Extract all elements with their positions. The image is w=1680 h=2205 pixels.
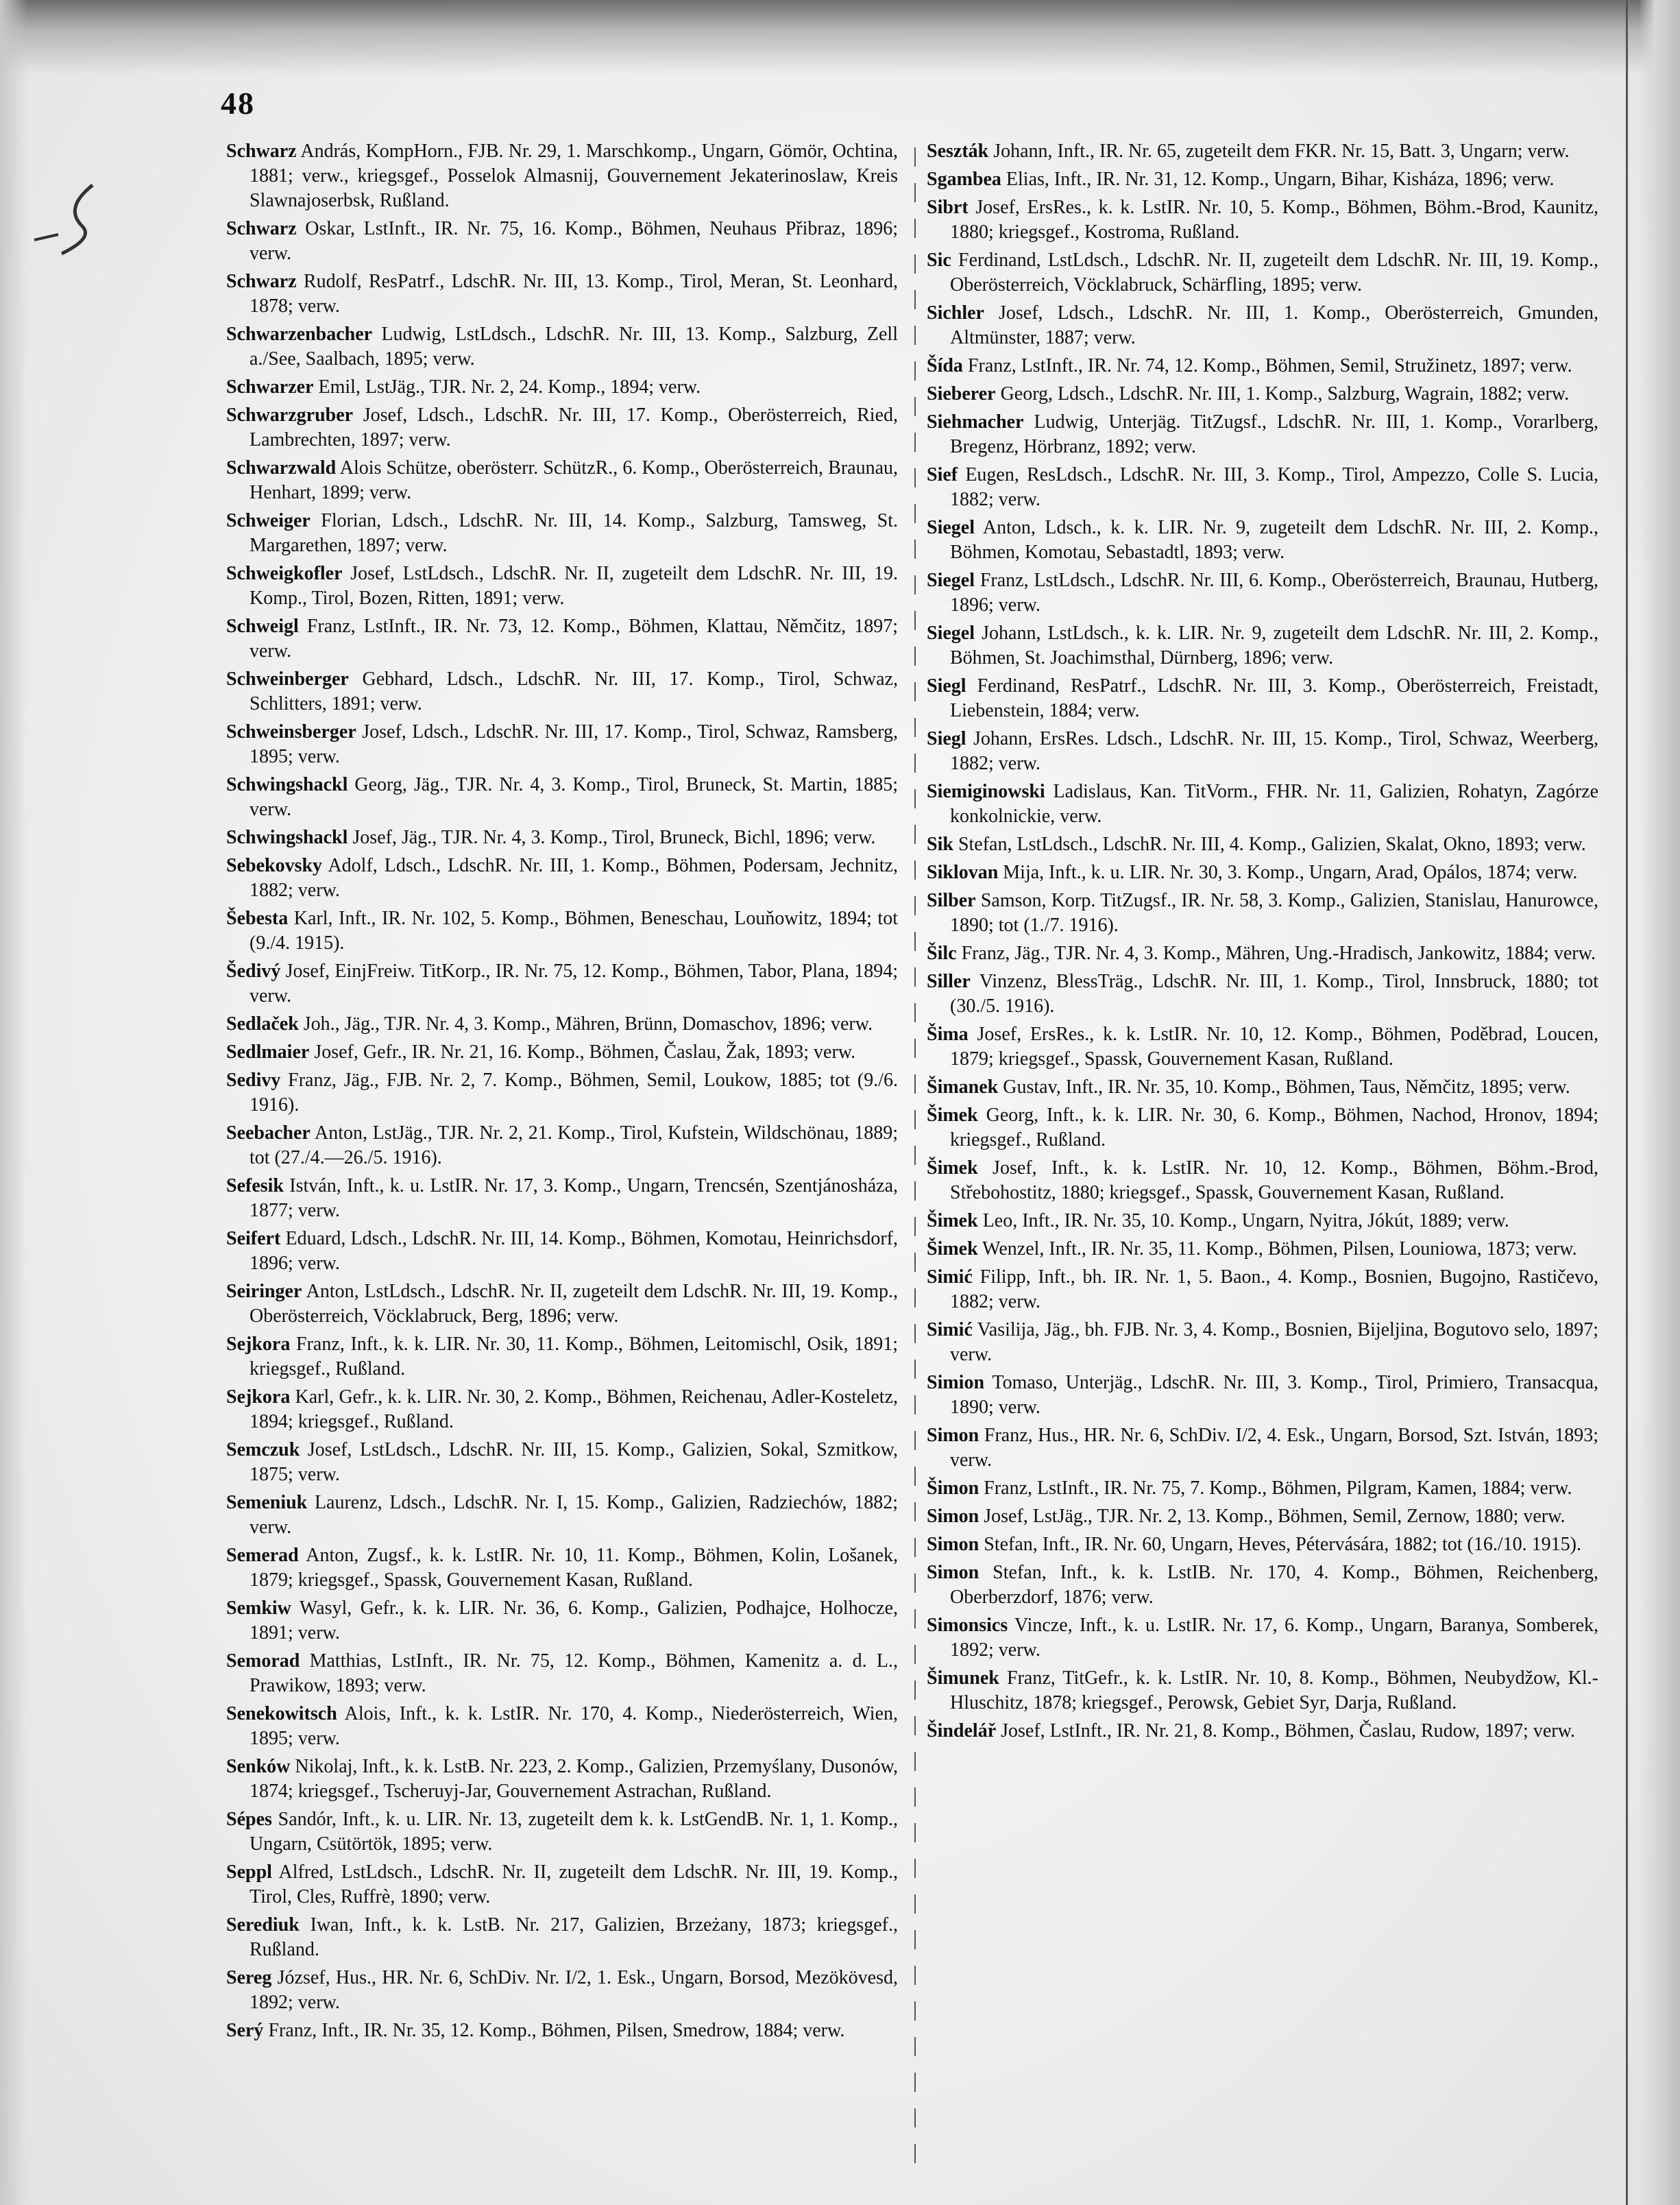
entry-details: Josef, Gefr., IR. Nr. 21, 16. Komp., Böhmen, Časlau, Žak, 1893; verw. xyxy=(309,1041,856,1063)
register-entry xyxy=(226,375,898,400)
entry-details: Gustav, Inft., IR. Nr. 35, 10. Komp., Böhmen, Taus, Němčitz, 1895; verw. xyxy=(998,1076,1570,1098)
entry-surname: Sieberer xyxy=(927,383,996,405)
scan-shadow-right xyxy=(1639,0,1680,2205)
register-entry xyxy=(927,1265,1598,1314)
entry-details: Johann, Inft., IR. Nr. 65, zugeteilt dem FKR. Nr. 15, Batt. 3, Ungarn; verw. xyxy=(988,141,1570,162)
entry-surname: Šimek xyxy=(927,1210,978,1231)
register-entry xyxy=(927,1613,1598,1663)
register-entry xyxy=(226,1279,898,1329)
register-entry xyxy=(226,667,898,716)
register-entry xyxy=(226,1755,898,1804)
entry-surname: Sedlmaier xyxy=(226,1041,310,1063)
entry-details: Franz, LstInft., IR. Nr. 73, 12. Komp., Böhmen, Klattau, Němčitz, 1897; verw. xyxy=(249,616,898,662)
entry-details: Franz, TitGefr., k. k. LstIR. Nr. 10, 8. Komp., Böhmen, Neubydžow, Kl.-Hluschitz, 1878; kriegsgef., Perowsk, Gebiet Syr, Darja, Rußland. xyxy=(950,1667,1598,1713)
register-entry xyxy=(226,773,898,822)
entry-surname: Schwingshackl xyxy=(226,827,348,848)
register-entry xyxy=(226,959,898,1009)
register-entry xyxy=(927,248,1598,298)
entry-surname: Schwarz xyxy=(226,218,297,239)
register-entry xyxy=(226,1491,898,1540)
entry-details: Ludwig, LstLdsch., LdschR. Nr. III, 13. Komp., Salzburg, Zell a./See, Saalbach, 1895; verw. xyxy=(249,324,898,370)
register-entry xyxy=(226,1121,898,1170)
entry-details: Matthias, LstInft., IR. Nr. 75, 12. Komp., Böhmen, Kamenitz a. d. L., Prawikow, 1893; verw. xyxy=(249,1650,898,1696)
entry-details: Oskar, LstInft., IR. Nr. 75, 16. Komp., Böhmen, Neuhaus Přibraz, 1896; verw. xyxy=(249,218,898,264)
entry-surname: Sebekovsky xyxy=(226,855,323,876)
entry-surname: Simić xyxy=(927,1266,973,1288)
entry-details: Franz, LstInft., IR. Nr. 74, 12. Komp., Böhmen, Semil, Stružinetz, 1897; verw. xyxy=(962,355,1572,376)
entry-details: Nikolaj, Inft., k. k. LstB. Nr. 223, 2. Komp., Galizien, Przemyślany, Dusonów, 1874; kriegsgef., Tscheruyj-Jar, Gouvernement Astrachan, Rußland. xyxy=(249,1756,898,1802)
entry-details: Josef, ErsRes., k. k. LstIR. Nr. 10, 12. Komp., Böhmen, Poděbrad, Loucen, 1879; kriegsgef., Spassk, Gouvernement Kasan, Rußland. xyxy=(950,1024,1598,1070)
entry-surname: Siemiginowski xyxy=(927,781,1045,802)
entry-surname: Sief xyxy=(927,464,958,485)
entry-surname: Šindelář xyxy=(927,1720,997,1742)
register-entry xyxy=(226,1040,898,1065)
register-entry xyxy=(226,509,898,558)
entry-details: Karl, Inft., IR. Nr. 102, 5. Komp., Böhmen, Beneschau, Louňowitz, 1894; tot (9./4. 1915). xyxy=(249,908,898,954)
entry-details: Josef, EinjFreiw. TitKorp., IR. Nr. 75, 12. Komp., Böhmen, Tabor, Plana, 1894; verw. xyxy=(249,961,898,1007)
entry-surname: Sik xyxy=(927,834,953,855)
register-entry xyxy=(927,889,1598,938)
entry-surname: Šimunek xyxy=(927,1667,999,1689)
entry-details: Josef, Inft., k. k. LstIR. Nr. 10, 12. Komp., Böhmen, Böhm.-Brod, Střebohostitz, 1880; kriegsgef., Spassk, Gouvernement Kasan, Rußland. xyxy=(950,1157,1598,1203)
register-entry xyxy=(927,1237,1598,1262)
entry-surname: Schweigl xyxy=(226,616,299,637)
entry-surname: Serediuk xyxy=(226,1914,300,1936)
register-entry xyxy=(226,1649,898,1698)
register-entry xyxy=(226,562,898,611)
entry-details: Franz, Inft., k. k. LIR. Nr. 30, 11. Komp., Böhmen, Leitomischl, Osik, 1891; kriegsgef., Rußland. xyxy=(249,1334,898,1379)
entry-details: Wenzel, Inft., IR. Nr. 35, 11. Komp., Böhmen, Pilsen, Louniowa, 1873; verw. xyxy=(977,1238,1577,1260)
left-column xyxy=(226,139,898,2189)
entry-details: Sandór, Inft., k. u. LIR. Nr. 13, zugeteilt dem k. k. LstGendB. Nr. 1, 1. Komp., Ungarn, Csütörtök, 1895; verw. xyxy=(249,1809,898,1855)
entry-details: Johann, LstLdsch., k. k. LIR. Nr. 9, zugeteilt dem LdschR. Nr. III, 2. Komp., Böhmen, St. Joachimsthal, Dürnberg, 1896; verw. xyxy=(950,623,1598,668)
entry-details: Alois Schütze, oberösterr. SchützR., 6. Komp., Oberösterreich, Braunau, Henhart, 1899; verw. xyxy=(249,457,898,503)
entry-surname: Seiringer xyxy=(226,1281,302,1302)
entry-details: Florian, Ldsch., LdschR. Nr. III, 14. Komp., Salzburg, Tamsweg, St. Margarethen, 1897; verw. xyxy=(249,510,898,556)
entry-surname: Siegl xyxy=(927,728,966,749)
register-entry xyxy=(927,568,1598,618)
register-entry xyxy=(226,456,898,505)
register-entry xyxy=(927,1561,1598,1610)
pen-mark-icon xyxy=(27,171,117,267)
entry-details: Josef, LstJäg., TJR. Nr. 2, 13. Komp., Böhmen, Semil, Zernow, 1880; verw. xyxy=(979,1506,1566,1527)
register-entry xyxy=(927,1532,1598,1557)
register-entry xyxy=(226,1227,898,1276)
entry-details: Filipp, Inft., bh. IR. Nr. 1, 5. Baon., 4. Komp., Bosnien, Bugojno, Rastičevo, 1882; verw. xyxy=(950,1266,1598,1312)
entry-surname: Šimanek xyxy=(927,1076,999,1098)
entry-surname: Sefesik xyxy=(226,1175,284,1196)
entry-surname: Serý xyxy=(226,2020,264,2041)
entry-surname: Šída xyxy=(927,355,963,376)
entry-details: Adolf, Ldsch., LdschR. Nr. III, 1. Komp., Böhmen, Podersam, Jechnitz, 1882; verw. xyxy=(249,855,898,901)
entry-details: Mija, Inft., k. u. LIR. Nr. 30, 3. Komp., Ungarn, Arad, Opálos, 1874; verw. xyxy=(998,862,1578,883)
entry-details: Eugen, ResLdsch., LdschR. Nr. III, 3. Komp., Tirol, Ampezzo, Colle S. Lucia, 1882; verw. xyxy=(950,464,1598,510)
register-entry xyxy=(927,410,1598,459)
entry-details: Vincze, Inft., k. u. LstIR. Nr. 17, 6. Komp., Ungarn, Baranya, Somberek, 1892; verw. xyxy=(950,1615,1598,1661)
register-entry xyxy=(927,167,1598,192)
register-entry xyxy=(226,1913,898,1962)
register-entry xyxy=(927,1075,1598,1100)
entry-details: Anton, Ldsch., k. k. LIR. Nr. 9, zugeteilt dem LdschR. Nr. III, 2. Komp., Böhmen, Komotau, Sebastadtl, 1893; verw. xyxy=(950,517,1598,563)
entry-details: Josef, LstLdsch., LdschR. Nr. II, zugeteilt dem LdschR. Nr. III, 19. Komp., Tirol, Bozen, Ritten, 1891; verw. xyxy=(249,563,898,609)
entry-details: Gebhard, Ldsch., LdschR. Nr. III, 17. Komp., Tirol, Schwaz, Schlitters, 1891; verw. xyxy=(249,668,898,714)
entry-surname: Siehmacher xyxy=(927,411,1024,433)
entry-surname: Šima xyxy=(927,1024,969,1045)
register-entry xyxy=(226,1543,898,1593)
entry-details: Iwan, Inft., k. k. LstB. Nr. 217, Galizien, Brzeżany, 1873; kriegsgef., Rußland. xyxy=(249,1914,898,1960)
column-divider xyxy=(914,147,916,2177)
entry-surname: Semkiw xyxy=(226,1598,291,1619)
entry-details: Ladislaus, Kan. TitVorm., FHR. Nr. 11, Galizien, Rohatyn, Zagórze konkolnickie, verw. xyxy=(950,781,1598,827)
register-entry xyxy=(927,1423,1598,1473)
entry-details: Josef, Ldsch., LdschR. Nr. III, 1. Komp., Oberösterreich, Gmunden, Altmünster, 1887; verw. xyxy=(950,302,1598,348)
entry-details: Alfred, LstLdsch., LdschR. Nr. II, zugeteilt dem LdschR. Nr. III, 19. Komp., Tirol, Cles, Ruffrè, 1890; verw. xyxy=(249,1861,898,1907)
entry-details: Alois, Inft., k. k. LstIR. Nr. 170, 4. Komp., Niederösterreich, Wien, 1895; verw. xyxy=(249,1703,898,1749)
register-entry xyxy=(927,1318,1598,1367)
entry-details: Karl, Gefr., k. k. LIR. Nr. 30, 2. Komp., Böhmen, Reichenau, Adler-Kosteletz, 1894; kriegsgef., Rußland. xyxy=(249,1386,898,1432)
entry-surname: Sedivy xyxy=(226,1070,281,1091)
entry-details: Wasyl, Gefr., k. k. LIR. Nr. 36, 6. Komp., Galizien, Podhajce, Holhocze, 1891; verw. xyxy=(249,1598,898,1643)
entry-details: Josef, LstInft., IR. Nr. 21, 8. Komp., Böhmen, Časlau, Rudow, 1897; verw. xyxy=(996,1720,1575,1742)
register-entry xyxy=(226,403,898,453)
entry-details: Josef, Ldsch., LdschR. Nr. III, 17. Komp., Oberösterreich, Ried, Lambrechten, 1897; verw. xyxy=(249,405,898,450)
entry-surname: Siegel xyxy=(927,570,975,591)
entry-surname: Sereg xyxy=(226,1967,272,1988)
entry-details: Georg, Jäg., TJR. Nr. 4, 3. Komp., Tirol, Bruneck, St. Martin, 1885; verw. xyxy=(249,774,898,820)
entry-surname: Šedivý xyxy=(226,961,281,982)
entry-details: Josef, Ldsch., LdschR. Nr. III, 17. Komp., Tirol, Schwaz, Ramsberg, 1895; verw. xyxy=(249,721,898,767)
entry-details: Stefan, LstLdsch., LdschR. Nr. III, 4. Komp., Galizien, Skalat, Okno, 1893; verw. xyxy=(953,834,1586,855)
entry-surname: Schwingshackl xyxy=(226,774,348,795)
register-entry xyxy=(927,860,1598,885)
register-entry xyxy=(226,1438,898,1487)
entry-surname: Simon xyxy=(927,1506,979,1527)
entry-details: Joh., Jäg., TJR. Nr. 4, 3. Komp., Mähren, Brünn, Domaschov, 1896; verw. xyxy=(298,1013,873,1035)
entry-surname: Sépes xyxy=(226,1809,272,1830)
register-entry xyxy=(927,1022,1598,1072)
entry-surname: Sic xyxy=(927,250,951,271)
entry-surname: Silber xyxy=(927,890,976,911)
register-entry xyxy=(226,614,898,664)
scan-shadow-left xyxy=(0,0,27,2205)
register-entry xyxy=(226,1012,898,1037)
entry-surname: Sedlaček xyxy=(226,1013,299,1035)
entry-surname: Sichler xyxy=(927,302,984,324)
register-entry xyxy=(226,1332,898,1382)
register-entry xyxy=(927,727,1598,776)
entry-details: Josef, ErsRes., k. k. LstIR. Nr. 10, 5. Komp., Böhmen, Böhm.-Brod, Kaunitz, 1880; kriegsgef., Kostroma, Rußland. xyxy=(950,197,1598,243)
entry-surname: Schwarzgruber xyxy=(226,405,354,426)
entry-details: Emil, LstJäg., TJR. Nr. 2, 24. Komp., 1894; verw. xyxy=(313,376,701,398)
page-edge-line xyxy=(1626,0,1628,2205)
entry-surname: Sejkora xyxy=(226,1334,291,1355)
register-entry xyxy=(927,463,1598,512)
entry-surname: Seppl xyxy=(226,1861,272,1883)
entry-surname: Šimek xyxy=(927,1105,978,1126)
entry-details: Georg, Ldsch., LdschR. Nr. III, 1. Komp., Salzburg, Wagrain, 1882; verw. xyxy=(995,383,1570,405)
register-entry xyxy=(927,382,1598,407)
entry-surname: Semczuk xyxy=(226,1439,300,1460)
register-entry xyxy=(226,269,898,319)
entry-surname: Sejkora xyxy=(226,1386,291,1408)
scan-shadow-top xyxy=(0,0,1680,75)
right-column xyxy=(927,139,1598,2189)
entry-surname: Schwarzer xyxy=(226,376,314,398)
entry-surname: Semeniuk xyxy=(226,1492,308,1513)
entry-details: Tomaso, Unterjäg., LdschR. Nr. III, 3. Komp., Tirol, Primiero, Transacqua, 1890; verw. xyxy=(950,1372,1598,1418)
entry-surname: Schweinberger xyxy=(226,668,349,690)
entry-details: Ludwig, Unterjäg. TitZugsf., LdschR. Nr. III, 1. Komp., Vorarlberg, Bregenz, Hörbranz, 1892; verw. xyxy=(950,411,1598,457)
entry-details: Stefan, Inft., k. k. LstIB. Nr. 170, 4. Komp., Böhmen, Reichenberg, Oberberzdorf, 1876; verw. xyxy=(950,1562,1598,1608)
entry-surname: Schwarz xyxy=(226,141,297,162)
entry-surname: Senekowitsch xyxy=(226,1703,337,1724)
register-entry xyxy=(927,195,1598,245)
entry-surname: Siller xyxy=(927,971,971,992)
register-entry xyxy=(226,1385,898,1434)
entry-surname: Siegel xyxy=(927,517,975,538)
entry-surname: Seszták xyxy=(927,141,989,162)
entry-surname: Sibrt xyxy=(927,197,969,218)
entry-surname: Simić xyxy=(927,1319,973,1340)
entry-surname: Simonsics xyxy=(927,1615,1008,1636)
register-entry xyxy=(226,139,898,213)
register-entry xyxy=(927,1666,1598,1715)
entry-surname: Simon xyxy=(927,1425,979,1446)
entry-surname: Sgambea xyxy=(927,169,1001,190)
entry-details: Laurenz, Ldsch., LdschR. Nr. I, 15. Komp., Galizien, Radziechów, 1882; verw. xyxy=(249,1492,898,1538)
register-entry xyxy=(226,1596,898,1646)
register-entry xyxy=(226,1860,898,1909)
entry-details: Ferdinand, LstLdsch., LdschR. Nr. II, zugeteilt dem LdschR. Nr. III, 19. Komp., Oberösterreich, Vöcklabruck, Schärfling, 1895; verw. xyxy=(950,250,1598,296)
entry-details: József, Hus., HR. Nr. 6, SchDiv. Nr. I/2, 1. Esk., Ungarn, Borsod, Mezökövesd, 1892; verw. xyxy=(249,1967,898,2013)
entry-details: Josef, Jäg., TJR. Nr. 4, 3. Komp., Tirol, Bruneck, Bichl, 1896; verw. xyxy=(348,827,876,848)
entry-details: Elias, Inft., IR. Nr. 31, 12. Komp., Ungarn, Bihar, Kisháza, 1896; verw. xyxy=(1001,169,1555,190)
register-entry xyxy=(927,941,1598,966)
entry-details: Anton, Zugsf., k. k. LstIR. Nr. 10, 11. Komp., Böhmen, Kolin, Lošanek, 1879; kriegsgef., Spassk, Gouvernement Kasan, Rußland. xyxy=(249,1545,898,1591)
register-entry xyxy=(927,969,1598,1019)
entry-surname: Schwarzwald xyxy=(226,457,337,479)
entry-details: Stefan, Inft., IR. Nr. 60, Ungarn, Heves, Pétervására, 1882; tot (16./10. 1915). xyxy=(979,1534,1581,1555)
entry-details: Leo, Inft., IR. Nr. 35, 10. Komp., Ungarn, Nyitra, Jókút, 1889; verw. xyxy=(977,1210,1509,1231)
entry-surname: Semorad xyxy=(226,1650,300,1672)
entry-surname: Schweigkofler xyxy=(226,563,343,584)
entry-details: Georg, Inft., k. k. LIR. Nr. 30, 6. Komp., Böhmen, Nachod, Hronov, 1894; kriegsgef., Rußland. xyxy=(950,1105,1598,1150)
entry-details: Franz, Hus., HR. Nr. 6, SchDiv. I/2, 4. Esk., Ungarn, Borsod, Szt. István, 1893; verw. xyxy=(950,1425,1598,1471)
entry-surname: Šimon xyxy=(927,1478,979,1499)
entry-surname: Seebacher xyxy=(226,1122,311,1144)
register-entry xyxy=(927,1719,1598,1744)
register-entry xyxy=(226,2019,898,2043)
entry-details: Franz, LstInft., IR. Nr. 75, 7. Komp., Böhmen, Pilgram, Kamen, 1884; verw. xyxy=(979,1478,1572,1499)
entry-details: Franz, LstLdsch., LdschR. Nr. III, 6. Komp., Oberösterreich, Braunau, Hutberg, 1896; verw. xyxy=(950,570,1598,616)
entry-surname: Šebesta xyxy=(226,908,289,929)
register-entry xyxy=(927,621,1598,671)
entry-details: Anton, LstJäg., TJR. Nr. 2, 21. Komp., Tirol, Kufstein, Wildschönau, 1889; tot (27./4.—26./5. 1916). xyxy=(249,1122,898,1168)
register-entry xyxy=(927,1209,1598,1233)
register-entry xyxy=(927,1476,1598,1501)
entry-surname: Schweiger xyxy=(226,510,311,531)
register-entry xyxy=(927,1103,1598,1153)
register-entry xyxy=(226,217,898,266)
entry-surname: Šilc xyxy=(927,943,957,964)
register-entry xyxy=(927,139,1598,164)
entry-details: Franz, Jäg., FJB. Nr. 2, 7. Komp., Böhmen, Semil, Loukow, 1885; tot (9./6. 1916). xyxy=(249,1070,898,1116)
entry-surname: Seifert xyxy=(226,1228,281,1249)
register-entry xyxy=(226,1702,898,1751)
register-entry xyxy=(927,1156,1598,1205)
register-entry xyxy=(927,780,1598,829)
entry-details: Anton, LstLdsch., LdschR. Nr. II, zugeteilt dem LdschR. Nr. III, 19. Komp., Oberösterreich, Vöcklabruck, Berg, 1896; verw. xyxy=(249,1281,898,1327)
entry-details: Franz, Jäg., TJR. Nr. 4, 3. Komp., Mähren, Ung.-Hradisch, Jankowitz, 1884; verw. xyxy=(956,943,1596,964)
entry-details: Rudolf, ResPatrf., LdschR. Nr. III, 13. Komp., Tirol, Meran, St. Leonhard, 1878; verw. xyxy=(249,271,898,317)
register-entry xyxy=(226,720,898,769)
entry-details: Johann, ErsRes. Ldsch., LdschR. Nr. III, 15. Komp., Tirol, Schwaz, Weerberg, 1882; verw. xyxy=(950,728,1598,774)
entry-details: Samson, Korp. TitZugsf., IR. Nr. 58, 3. Komp., Galizien, Stanislau, Hanurowce, 1890; tot (1./7. 1916). xyxy=(950,890,1598,936)
register-entry xyxy=(226,854,898,903)
register-entry xyxy=(226,1174,898,1223)
entry-surname: Schwarz xyxy=(226,271,297,292)
entry-details: István, Inft., k. u. LstIR. Nr. 17, 3. Komp., Ungarn, Trencsén, Szentjánosháza, 1877; verw. xyxy=(249,1175,898,1221)
register-entry xyxy=(927,516,1598,565)
entry-surname: Šimek xyxy=(927,1238,978,1260)
entry-surname: Siegel xyxy=(927,623,975,644)
page-number: 48 xyxy=(221,86,255,121)
entry-surname: Simon xyxy=(927,1562,979,1583)
entry-surname: Schweinsberger xyxy=(226,721,356,743)
entry-surname: Siklovan xyxy=(927,862,999,883)
register-entry xyxy=(226,826,898,850)
register-entry xyxy=(927,301,1598,350)
entry-surname: Siegl xyxy=(927,675,966,697)
register-entry xyxy=(226,322,898,372)
register-entry xyxy=(927,674,1598,723)
entry-surname: Simon xyxy=(927,1534,979,1555)
register-entry xyxy=(927,1371,1598,1420)
register-entry xyxy=(927,1504,1598,1529)
entry-details: Franz, Inft., IR. Nr. 35, 12. Komp., Böhmen, Pilsen, Smedrow, 1884; verw. xyxy=(263,2020,845,2041)
entry-details: Vasilija, Jäg., bh. FJB. Nr. 3, 4. Komp., Bosnien, Bijeljina, Bogutovo selo, 1897; verw. xyxy=(950,1319,1598,1365)
register-entry xyxy=(927,832,1598,857)
entry-surname: Šimek xyxy=(927,1157,978,1179)
entry-details: Eduard, Ldsch., LdschR. Nr. III, 14. Komp., Böhmen, Komotau, Heinrichsdorf, 1896; verw. xyxy=(249,1228,898,1274)
register-entry xyxy=(927,354,1598,378)
register-entry xyxy=(226,1068,898,1118)
register-entry xyxy=(226,906,898,956)
entry-surname: Semerad xyxy=(226,1545,299,1566)
entry-details: Josef, LstLdsch., LdschR. Nr. III, 15. Komp., Galizien, Sokal, Szmitkow, 1875; verw. xyxy=(249,1439,898,1485)
entry-surname: Senków xyxy=(226,1756,291,1777)
entry-surname: Simion xyxy=(927,1372,985,1393)
register-entry xyxy=(226,1966,898,2015)
entry-surname: Schwarzenbacher xyxy=(226,324,373,345)
register-entry xyxy=(226,1807,898,1857)
entry-details: András, KompHorn., FJB. Nr. 29, 1. Marschkomp., Ungarn, Gömör, Ochtina, 1881; verw., kriegsgef., Posselok Almasnij, Gouvernement Jekaterinoslaw, Kreis Slawnajoserbsk, Rußland. xyxy=(249,141,898,211)
entry-details: Vinzenz, BlessTräg., LdschR. Nr. III, 1. Komp., Tirol, Innsbruck, 1880; tot (30./5. 1916). xyxy=(950,971,1598,1017)
entry-details: Ferdinand, ResPatrf., LdschR. Nr. III, 3. Komp., Oberösterreich, Freistadt, Liebenstein, 1884; verw. xyxy=(950,675,1598,721)
